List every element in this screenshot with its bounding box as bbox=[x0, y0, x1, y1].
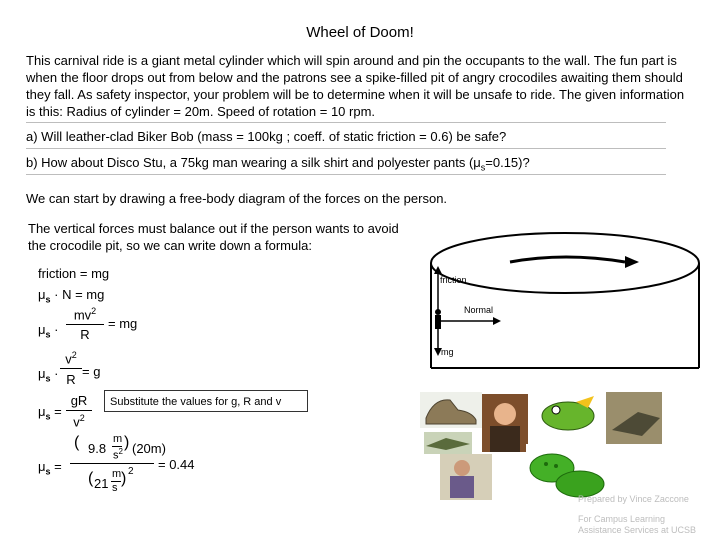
photo-collage bbox=[416, 388, 666, 500]
question-b: b) How about Disco Stu, a 75kg man wearing a silk shirt and polyester pants $(\mu_s=0.15)$? bbox=[26, 155, 530, 173]
equation-solve-den: $v^2$ bbox=[73, 413, 85, 430]
disco-photo bbox=[440, 454, 492, 500]
vertical-forces-text: The vertical forces must balance out if the person wants to avoid the crocodile pit, so we can write down a formula: bbox=[28, 221, 399, 253]
value-g: 9.8 bbox=[88, 441, 107, 456]
person-body-icon bbox=[435, 315, 441, 329]
normal-arrowhead-icon bbox=[493, 317, 501, 325]
fbd-intro-text: We can start by drawing a free-body diagram of the forces on the person. bbox=[26, 191, 448, 206]
cartoon-crocodile-photo bbox=[534, 392, 602, 440]
mg-label: mg bbox=[441, 347, 454, 357]
equation-cancel-num: $v^2$ bbox=[65, 350, 77, 367]
page-title: Wheel of Doom! bbox=[306, 24, 414, 41]
unit-s: s bbox=[112, 482, 118, 494]
substitute-callout: Substitute the values for g, R and v bbox=[104, 390, 308, 412]
equation-centripetal-den: R bbox=[80, 327, 90, 342]
divider bbox=[26, 148, 666, 149]
fraction-bar bbox=[70, 463, 154, 464]
unit-m: m bbox=[112, 468, 122, 480]
question-a: a) Will leather-clad Biker Bob (mass = 100kg ; coeff. of static friction = 0.6) be safe? bbox=[26, 129, 507, 144]
value-r: (20m) bbox=[132, 441, 166, 456]
equation-cancel-den: R bbox=[66, 372, 76, 387]
alligator-photo bbox=[606, 392, 662, 444]
equation-friction: friction = mg bbox=[38, 266, 110, 281]
crocodile-photo bbox=[424, 432, 472, 454]
green-shoes-photo bbox=[526, 444, 606, 500]
biker-photo bbox=[482, 394, 528, 452]
exponent: 2 bbox=[128, 466, 134, 477]
equation-cancel-rhs: = g bbox=[82, 364, 101, 379]
paren-open: ( bbox=[74, 434, 80, 451]
friction-label: friction bbox=[440, 275, 467, 285]
equation-centripetal-rhs: = mg bbox=[108, 316, 138, 331]
fraction-bar bbox=[60, 368, 82, 369]
fraction-bar bbox=[66, 410, 92, 411]
paren-close: ) bbox=[124, 434, 130, 451]
cylinder-top bbox=[431, 233, 699, 293]
unit-s: $s^2$ bbox=[113, 447, 123, 462]
divider bbox=[26, 174, 666, 175]
boot-photo bbox=[420, 392, 482, 428]
equation-solve-lhs: $\mu_s$ = bbox=[38, 404, 62, 422]
paren-close: ) bbox=[121, 470, 127, 487]
equation-normal: $\mu_s \cdot N$ = mg bbox=[38, 287, 105, 305]
equation-numeric-lhs: $\mu_s$ = bbox=[38, 459, 62, 477]
fraction-bar bbox=[66, 324, 104, 325]
unit-m: m bbox=[113, 433, 123, 445]
normal-label: Normal bbox=[464, 305, 494, 315]
intro-paragraph: This carnival ride is a giant metal cylinder which will spin around and pin the occupants to the wall. The fun part is when the floor drops out from below and the patrons see a spike-filled pit of angry crocodiles awaiting them should they fall. As safety inspector, your problem will be to determine when it will be unsafe to ride. The given information is this: Radius of cylinder = 20m. Speed of rotation = 10 rpm. bbox=[26, 53, 685, 119]
equation-cancel-mu: $\mu_s$ · bbox=[38, 366, 59, 384]
equation-solve-num: gR bbox=[70, 393, 88, 408]
equation-centripetal-num: $mv^2$ bbox=[73, 306, 97, 323]
paren-open: ( bbox=[88, 470, 94, 487]
value-v: 21 bbox=[94, 476, 109, 491]
credit-line-2: For Campus Learning bbox=[578, 514, 666, 524]
credit-line-3: Assistance Services at UCSB bbox=[578, 525, 697, 535]
equation-centripetal-mu: $\mu_s$ · bbox=[38, 322, 59, 340]
divider bbox=[26, 122, 666, 123]
equation-result: = 0.44 bbox=[158, 457, 195, 472]
credit-prepared-by: Prepared by Vince Zaccone bbox=[578, 494, 689, 504]
